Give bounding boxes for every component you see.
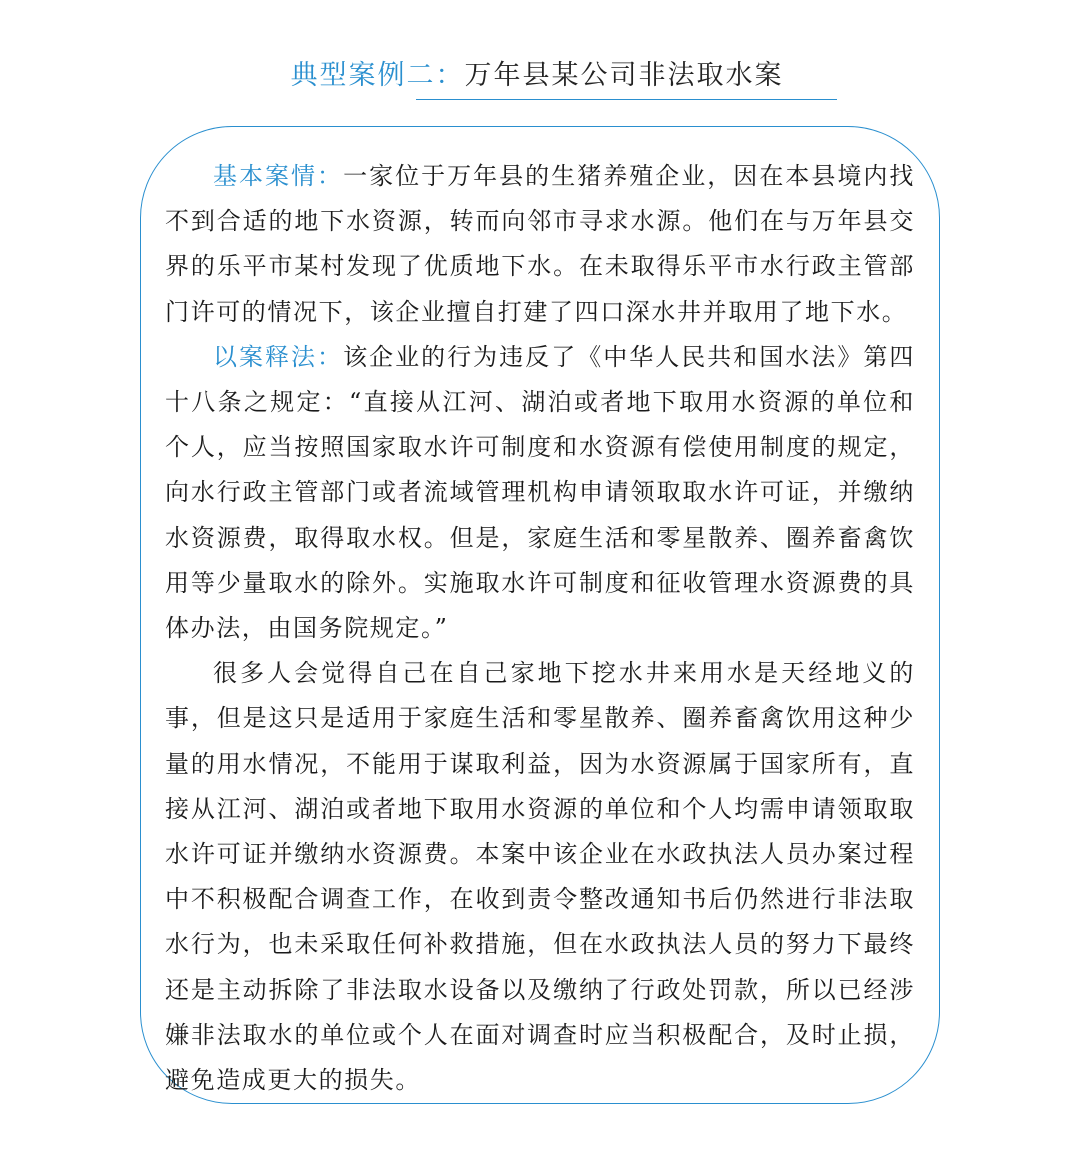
section-text-legal-explanation: 该企业的行为违反了《中华人民共和国水法》第四十八条之规定：“直接从江河、湖泊或者地下取用水资源的单位和个人，应当按照国家取水许可制度和水资源有偿使用制度的规定，向水行政主管部门或者流域管理机构申请领取取水许可证，并缴纳水资源费，取得取水权。但是，家庭生活和零星散养、圈养畜禽饮用等少量取水的除外。实施取水许可制度和征收管理水资源费的具体办法，由国务院规定。” [165,342,915,643]
section-label-legal-explanation: 以案释法： [213,342,344,371]
section-text-commentary: 很多人会觉得自己在自己家地下挖水井来用水是天经地义的事，但是这只是适用于家庭生活和零星散养、圈养畜禽饮用这种少量的用水情况，不能用于谋取利益，因为水资源属于国家所有，直接从江河、湖泊或者地下取用水资源的单位和个人均需申请领取取水许可证并缴纳水资源费。本案中该企业在水政执法人员办案过程中不积极配合调查工作，在收到责令整改通知书后仍然进行非法取水行为，也未采取任何补救措施，但在水政执法人员的努力下最终还是主动拆除了非法取水设备以及缴纳了行政处罚款，所以已经涉嫌非法取水的单位或个人在面对调查时应当积极配合，及时止损，避免造成更大的损失。 [165,659,915,1095]
page-title [0,58,1074,94]
title-underline [416,99,837,100]
section-text-basic-facts: 一家位于万年县的生猪养殖企业，因在本县境内找不到合适的地下水资源，转而向邻市寻求水源。他们在与万年县交界的乐平市某村发现了优质地下水。在未取得乐平市水行政主管部门许可的情况下，该企业擅自打建了四口深水井并取用了地下水。 [165,162,915,326]
title-text: 万年县某公司非法取水案 [464,60,784,91]
section-label-basic-facts: 基本案情： [213,162,344,190]
title-label: 典型案例二： [290,60,465,91]
paragraph-basic-facts [165,154,915,335]
paragraph-commentary [165,651,915,1103]
paragraph-legal-explanation [165,335,915,651]
case-body [165,154,915,1103]
